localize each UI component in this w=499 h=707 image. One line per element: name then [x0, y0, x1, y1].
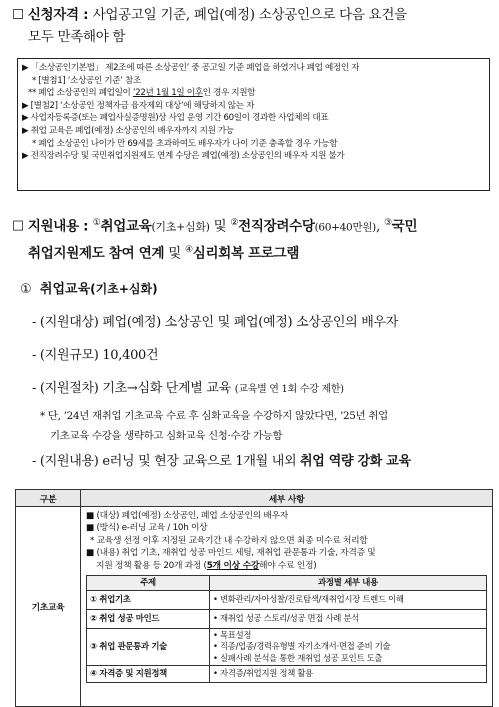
requirement-item: ▶ 취업 교육은 폐업(예정) 소상공인의 배우자까지 지원 가능 [22, 125, 234, 136]
item-target: - (지원대상) 폐업(예정) 소상공인 및 폐업(예정) 소상공인의 배우자 [32, 315, 399, 330]
checkbox-icon: ☐ [12, 218, 24, 235]
inner-header-topic: 주제 [87, 576, 210, 591]
checkbox-icon: ☐ [12, 7, 24, 23]
row-label: 기초교육 [16, 507, 81, 707]
row-detail: ■ (대상) 폐업(예정) 소상공인, 폐업 소상공인의 배우자 ■ (방식) e-러닝 교육 / 10h 이상 * 교육생 선정 이후 지정된 교육기간 내 수강하지 않으면 최종 미수료 처리함 ■ (내용) 취업 기초, 재취업 성공 마인드 세팅, 재취업 관문통과 기술, 자격증 및 지원 정책 활용 등 20개 과정 (5개 이상 수강해야 수료 인정) 주제 과정별 세부 내용 ① 취업기초 • 변화관리/자아성찰/진로탐색/재취업시장 트렌드 이해 ② 취업 성공 마인드 • 재취업 성공 스토리/성공 면접 사례 분석 ③ 취업 관문통과 기술 • 목표설정 • 직종/업종/경력유형별 자기소개서·면접 준비 기술 • 실패사례 분석을 통한 재취업 성공 포인트 도출 ④ 자격증 및 지원정책 • 자격증/취업지원 정책 활용 [81, 507, 493, 707]
section-support: ☐ 지원내용 : ①취업교육(기초+심화) 및 ②전직장려수당(60+40만원), ③국민 취업지원제도 참여 연계 및 ④심리회복 프로그램 [12, 218, 418, 261]
education-table [15, 489, 493, 707]
requirement-note: * 폐업 소상공인 나이가 만 69세를 초과하여도 배우자가 나이 기준 충족할 경우 가능함 [32, 138, 338, 149]
table-row: ④ 자격증 및 지원정책 • 자격증/취업지원 정책 활용 [87, 666, 487, 683]
item-content: - (지원내용) e러닝 및 현장 교육으로 1개월 내외 취업 역량 강화 교육 [32, 454, 411, 469]
table-row: ② 취업 성공 마인드 • 재취업 성공 스토리/성공 면접 사례 분석 [87, 609, 487, 628]
inner-header-detail: 과정별 세부 내용 [210, 576, 487, 591]
section-text-cont: 모두 만족해야 함 [28, 29, 126, 45]
procedure-note: * 단, ’24년 재취업 기초교육 수료 후 심화교육을 수강하지 않았다면, ’25년 취업 기초교육 수강을 생략하고 심화교육 신청·수강 가능함 [40, 410, 388, 442]
topic-table [86, 575, 487, 683]
requirement-note: ** 폐업 소상공인의 폐업일이 ’22년 1월 1일 이후인 경우 지원함 [28, 88, 256, 99]
section-title: 신청자격 [27, 7, 79, 23]
section-title: 지원내용 [27, 218, 79, 235]
table-header-category: 구분 [16, 490, 81, 507]
requirement-item: ▶ 「소상공인기본법」 제2조에 따른 소상공인’ 중 공고일 기준 폐업을 하였거나 폐업 예정인 자 [22, 63, 360, 73]
requirement-note: * [별첨1] ‘소상공인 기준’ 참조 [32, 75, 141, 86]
requirement-item: ▶ 전직장려수당 및 국민취업지원제도 연계 수당은 폐업(예정) 소상공인의 배우자 지원 불가 [22, 151, 345, 162]
requirement-item: ▶ [별첨2] ‘소상공인 정책자금 융자제외 대상’에 해당하지 않는 자 [22, 100, 255, 111]
table-row: ① 취업기초 • 변화관리/자아성찰/진로탐색/재취업시장 트렌드 이해 [87, 590, 487, 609]
table-row: ③ 취업 관문통과 기술 • 목표설정 • 직종/업종/경력유형별 자기소개서·면접 준비 기술 • 실패사례 분석을 통한 재취업 성공 포인트 도출 [87, 628, 487, 666]
section-qualification: ☐ 신청자격 : 사업공고일 기준, 폐업(예정) 소상공인으로 다음 요건을 모두 만족해야 함 [12, 4, 492, 48]
section-text: 사업공고일 기준, 폐업(예정) 소상공인으로 다음 요건을 [92, 7, 407, 23]
table-header-detail: 세부 사항 [81, 490, 493, 507]
item-procedure: - (지원절차) 기초→심화 단계별 교육 (교육별 연 1회 수강 제한) [32, 381, 344, 396]
item-scale: - (지원규모) 10,400건 [32, 348, 159, 363]
subsection-title: ① 취업교육(기초+심화) [20, 282, 158, 297]
requirement-item: ▶ 사업자등록증(또는 폐업사실증명원)상 사업 운영 기간 60일이 경과한 사업체의 대표 [22, 113, 329, 124]
requirements-box [17, 58, 490, 191]
